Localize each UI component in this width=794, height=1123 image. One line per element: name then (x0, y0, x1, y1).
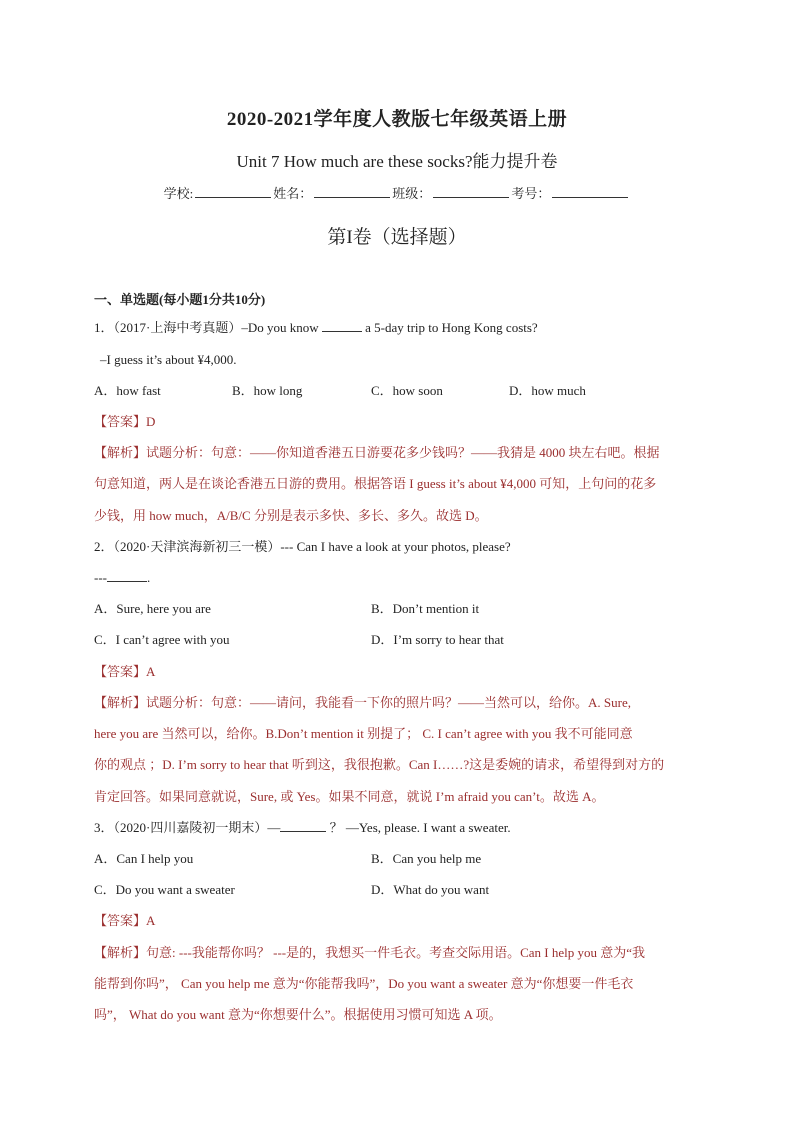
question-2-analysis-line1: 【解析】试题分析：句意：——请问，我能看一下你的照片吗？——当然可以，给你。A. Sure, (94, 695, 631, 710)
document-title: 2020-2021学年度人教版七年级英语上册 (226, 109, 568, 130)
question-3-analysis-line2: 能帮到你吗”， Can you help me 意为“你能帮我吗”，Do you want a sweater 意为“你想要一件毛衣 (94, 976, 634, 991)
exam-number-label: 考号： (511, 186, 551, 201)
question-3-option-d: D．What do you want (371, 882, 490, 897)
question-3-analysis-line3: 吗”， What do you want 意为“你想要什么”。根据使用习惯可知选 A 项。 (94, 1007, 502, 1022)
class-label: 班级： (392, 186, 432, 201)
student-info-line (0, 183, 794, 202)
question-1-option-d: D．how much (509, 383, 586, 398)
class-blank (433, 185, 509, 198)
question-1-analysis-line1: 【解析】试题分析：句意：——你知道香港五日游要花多少钱吗？——我猜是 4000 块左右吧。根据 (94, 445, 660, 460)
question-2-analysis-line3: 你的观点 ；D. I’m sorry to hear that 听到这，我很抱歉。Can I……?这是委婉的请求，希望得到对方的 (94, 757, 665, 772)
name-blank (314, 185, 390, 198)
question-3-stem: 3．（2020·四川嘉陵初一期末）— ？ —Yes, please. I want a sweater. (94, 820, 511, 835)
question-3-option-b: B．Can you help me (371, 851, 482, 866)
answer-blank (107, 569, 147, 582)
question-3-option-a: A．Can I help you (94, 851, 194, 866)
question-3-option-c: C．Do you want a sweater (94, 882, 235, 897)
question-1-analysis-line2: 句意知道，两人是在谈论香港五日游的费用。根据答语 I guess it’s about ¥4,000 可知，上句问的花多 (94, 476, 657, 491)
answer-blank (322, 319, 362, 332)
question-2-answer: 【答案】A (94, 664, 156, 679)
school-blank (195, 185, 271, 198)
question-1-option-c: C．how soon (371, 383, 443, 398)
question-1-option-b: B．how long (232, 383, 303, 398)
question-2-option-d: D．I’m sorry to hear that (371, 632, 504, 647)
question-2-stem: 2．（2020·天津滨海新初三一模）--- Can I have a look at your photos, please? (94, 539, 511, 554)
question-1-answer: 【答案】D (94, 414, 156, 429)
section-title: 一、单选题(每小题1分共10分) (94, 292, 266, 307)
question-1-stem-line2: –I guess it’s about ¥4,000. (100, 352, 237, 367)
school-label: 学校: (163, 186, 194, 201)
question-1-analysis-line3: 少钱，用 how much，A/B/C 分别是表示多快、多长、多久。故选 D。 (94, 508, 488, 523)
question-1-option-a: A．how fast (94, 383, 161, 398)
question-2-option-b: B．Don’t mention it (371, 601, 480, 616)
name-label: 姓名： (273, 186, 313, 201)
volume-title: 第I卷（选择题） (327, 227, 467, 248)
question-2-analysis-line2: here you are 当然可以，给你。B.Don’t mention it 别提了； C. I can’t agree with you 我不可能同意 (94, 726, 633, 741)
document-subtitle: Unit 7 How much are these socks?能力提升卷 (236, 152, 558, 171)
question-3-answer: 【答案】A (94, 913, 156, 928)
question-3-analysis-line1: 【解析】句意: ---我能帮你吗？ ---是的，我想买一件毛衣。考查交际用语。Can I help you 意为“我 (94, 945, 646, 960)
exam-number-blank (552, 185, 628, 198)
question-2-option-c: C．I can’t agree with you (94, 632, 230, 647)
answer-blank (280, 819, 326, 832)
question-2-stem-line2: --- . (94, 570, 151, 585)
question-2-analysis-line4: 肯定回答。如果同意就说，Sure, 或 Yes。如果不同意，就说 I’m afraid you can’t。故选 A。 (94, 789, 605, 804)
question-2-option-a: A．Sure, here you are (94, 601, 211, 616)
question-1-stem: 1．（2017·上海中考真题）–Do you know a 5-day trip to Hong Kong costs? (94, 320, 538, 335)
